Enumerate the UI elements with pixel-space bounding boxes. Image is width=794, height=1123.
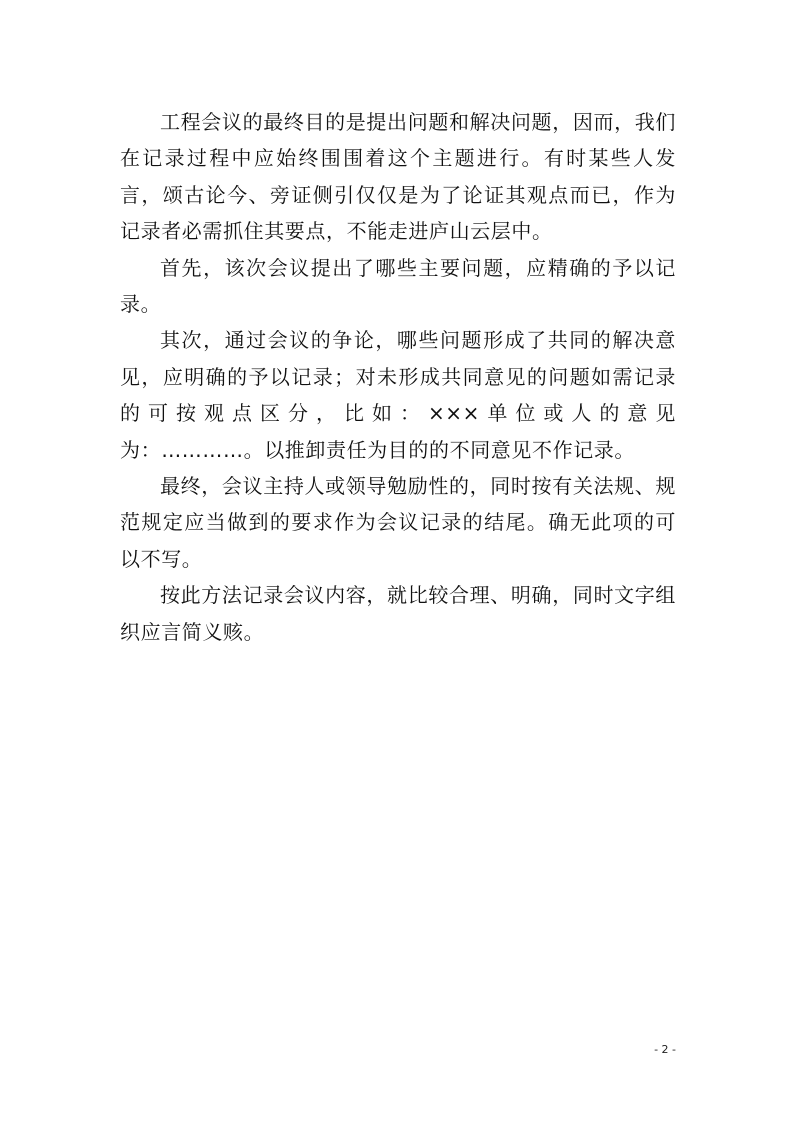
document-body [120, 104, 676, 650]
paragraph-final: 最终，会议主持人或领导勉励性的，同时按有关法规、规范规定应当做到的要求作为会议记录的结尾。确无此项的可以不写。 [120, 474, 676, 571]
paragraph-first: 首先，该次会议提出了哪些主要问题，应精确的予以记录。 [120, 255, 676, 317]
page-number: - 2 - [654, 1043, 676, 1056]
paragraph-purpose: 工程会议的最终目的是提出问题和解决问题，因而，我们在记录过程中应始终围围着这个主题进行。有时某些人发言，颂古论今、旁证侧引仅仅是为了论证其观点而已，作为记录者必需抓住其要点，不能走进庐山云层中。 [120, 110, 676, 244]
paragraph-second: 其次，通过会议的争论，哪些问题形成了共同的解决意见，应明确的予以记录；对未形成共同意见的问题如需记录的可按观点区分，比如：×××单位或人的意见为：…………。以推卸责任为目的的不同意见不作记录。 [120, 328, 676, 462]
paragraph-conclusion: 按此方法记录会议内容，就比较合理、明确，同时文字组织应言简义赅。 [120, 583, 676, 644]
